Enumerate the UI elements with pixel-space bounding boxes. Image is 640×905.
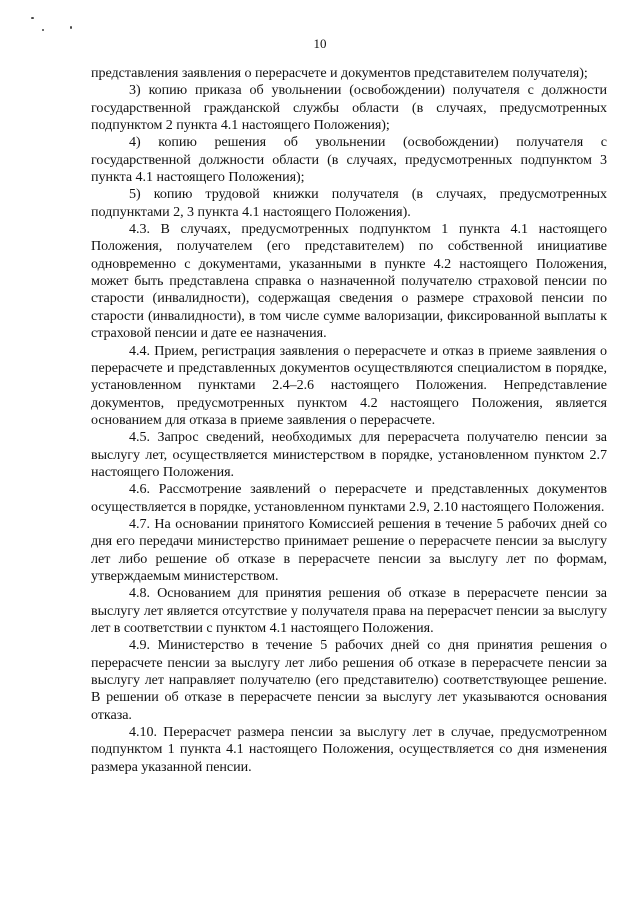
paragraph-4-5: 4.5. Запрос сведений, необходимых для перерасчета получателю пенсии за выслугу лет, осуществляется министерством в порядке, установленном пунктом 2.7 настоящего Положения.	[91, 429, 607, 480]
paragraph-continuation: представления заявления о перерасчете и документов представителем получателя);	[91, 65, 588, 81]
paragraph-4-10: 4.10. Перерасчет размера пенсии за выслугу лет в случае, предусмотренном подпунктом 1 пункта 4.1 настоящего Положения, осуществляется со дня изменения размера указанной пенсии.	[91, 724, 607, 775]
page-number: 10	[313, 36, 327, 51]
scan-speck	[42, 29, 44, 31]
paragraph-4-6: 4.6. Рассмотрение заявлений о перерасчете и представленных документов осуществляется в порядке, установленном пунктами 2.9, 2.10 настоящего Положения.	[91, 481, 607, 515]
paragraph-4-9: 4.9. Министерство в течение 5 рабочих дней со дня принятия решения о перерасчете пенсии за выслугу лет либо решения об отказе в перерасчете пенсии за выслугу лет направляет получателю (его представителю) соответствующее решение. В решении об отказе в перерасчете пенсии за выслугу лет указываются основания отказа.	[91, 637, 607, 723]
paragraph-item-3: 3) копию приказа об увольнении (освобождении) получателя с должности государственной гражданской службы области (в случаях, предусмотренных подпунктом 2 пункта 4.1 настоящего Положения);	[91, 82, 607, 134]
paragraph-4-3: 4.3. В случаях, предусмотренных подпунктом 1 пункта 4.1 настоящего Положения, получателем (его представителем) по собственной инициативе одновременно с документами, указанными в пункте 4.2 настоящего Положения, может быть представлена справка о назначенной получателю страховой пенсии по старости (инвалидности), содержащая сведения о размере страховой пенсии по старости (инвалидности), в том числе сумме валоризации, фиксированной выплаты к страховой пенсии и дате ее назначения.	[91, 221, 607, 342]
paragraph-item-4: 4) копию решения об увольнении (освобождении) получателя с государственной должности области (в случаях, предусмотренных подпунктом 3 пункта 4.1 настоящего Положения);	[91, 134, 607, 186]
paragraph-4-7: 4.7. На основании принятого Комиссией решения в течение 5 рабочих дней со дня его передачи министерство принимает решение о перерасчете пенсии за выслугу лет либо решение об отказе в перерасчете пенсии за выслугу лет по формам, утверждаемым министерством.	[91, 515, 607, 584]
document-body	[91, 65, 607, 776]
scan-speck	[31, 17, 34, 19]
paragraph-4-4: 4.4. Прием, регистрация заявления о перерасчете и отказ в приеме заявления о перерасчете и представленных документов осуществляются специалистом в порядке, установленном пунктами 2.4–2.6 настоящего Положения. Непредставление документов, предусмотренных пунктом 4.2 настоящего Положения, является основанием для отказа в приеме заявления о перерасчете.	[91, 342, 607, 428]
paragraph-4-8: 4.8. Основанием для принятия решения об отказе в перерасчете пенсии за выслугу лет является отсутствие у получателя права на перерасчет пенсии за выслугу лет в соответствии с пунктом 4.1 настоящего Положения.	[91, 585, 607, 636]
scan-speck	[70, 26, 72, 29]
paragraph-item-5: 5) копию трудовой книжки получателя (в случаях, предусмотренных подпунктами 2, 3 пункта 4.1 настоящего Положения).	[91, 186, 607, 220]
